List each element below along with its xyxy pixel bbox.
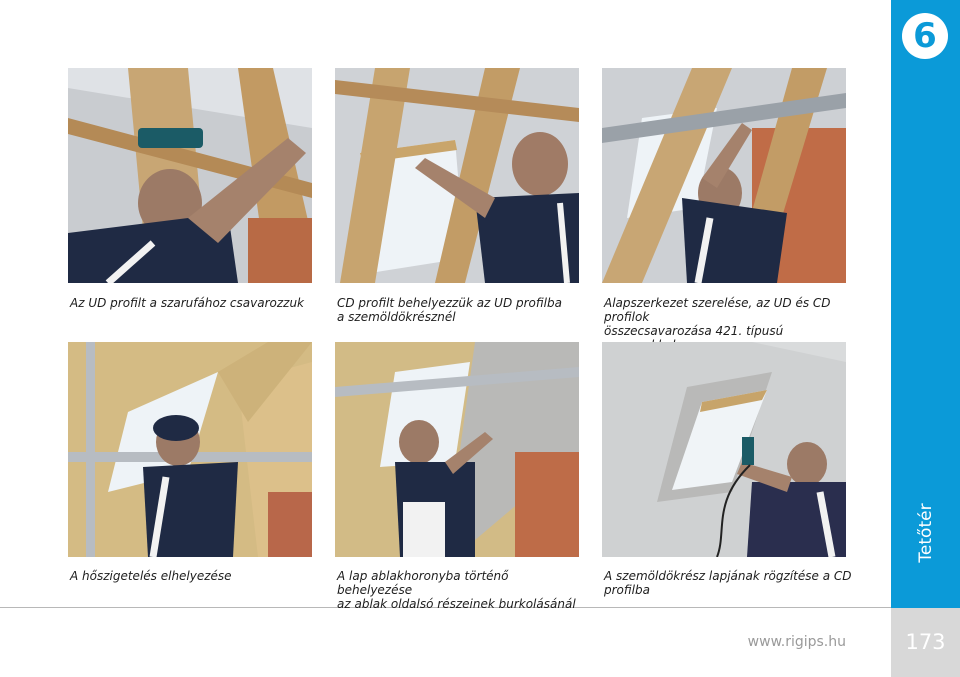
caption-6: A szemöldökrész lapjának rögzítése a CD profilba	[604, 569, 852, 597]
photo-5-board-window-groove	[335, 342, 579, 557]
caption-2: CD profilt behelyezzük az UD profilba a szemöldökrésznél	[337, 296, 562, 324]
page-number-box	[891, 608, 960, 677]
caption-5: A lap ablakhoronyba történő behelyezése az ablak oldalsó részeinek burkolásánál	[337, 569, 576, 611]
photo-6-header-board-fixing	[602, 342, 846, 557]
caption-4: A hőszigetelés elhelyezése	[70, 569, 232, 583]
footer-url: www.rigips.hu	[747, 634, 846, 650]
caption-3: Alapszerkezet szerelése, az UD és CD profilok összecsavarozása 421. típusú	[604, 296, 831, 338]
photo-4-insulation	[68, 342, 312, 557]
chapter-title-vertical: Tetőtér	[916, 503, 936, 563]
photo-3-base-structure	[602, 68, 846, 283]
chapter-number-badge: 6	[902, 13, 948, 59]
photo-1-ud-profile-screwing	[68, 68, 312, 283]
page-number: 173	[905, 630, 946, 654]
photo-2-cd-profile-insert	[335, 68, 579, 283]
caption-1: Az UD profilt a szarufához csavarozzuk	[70, 296, 304, 310]
